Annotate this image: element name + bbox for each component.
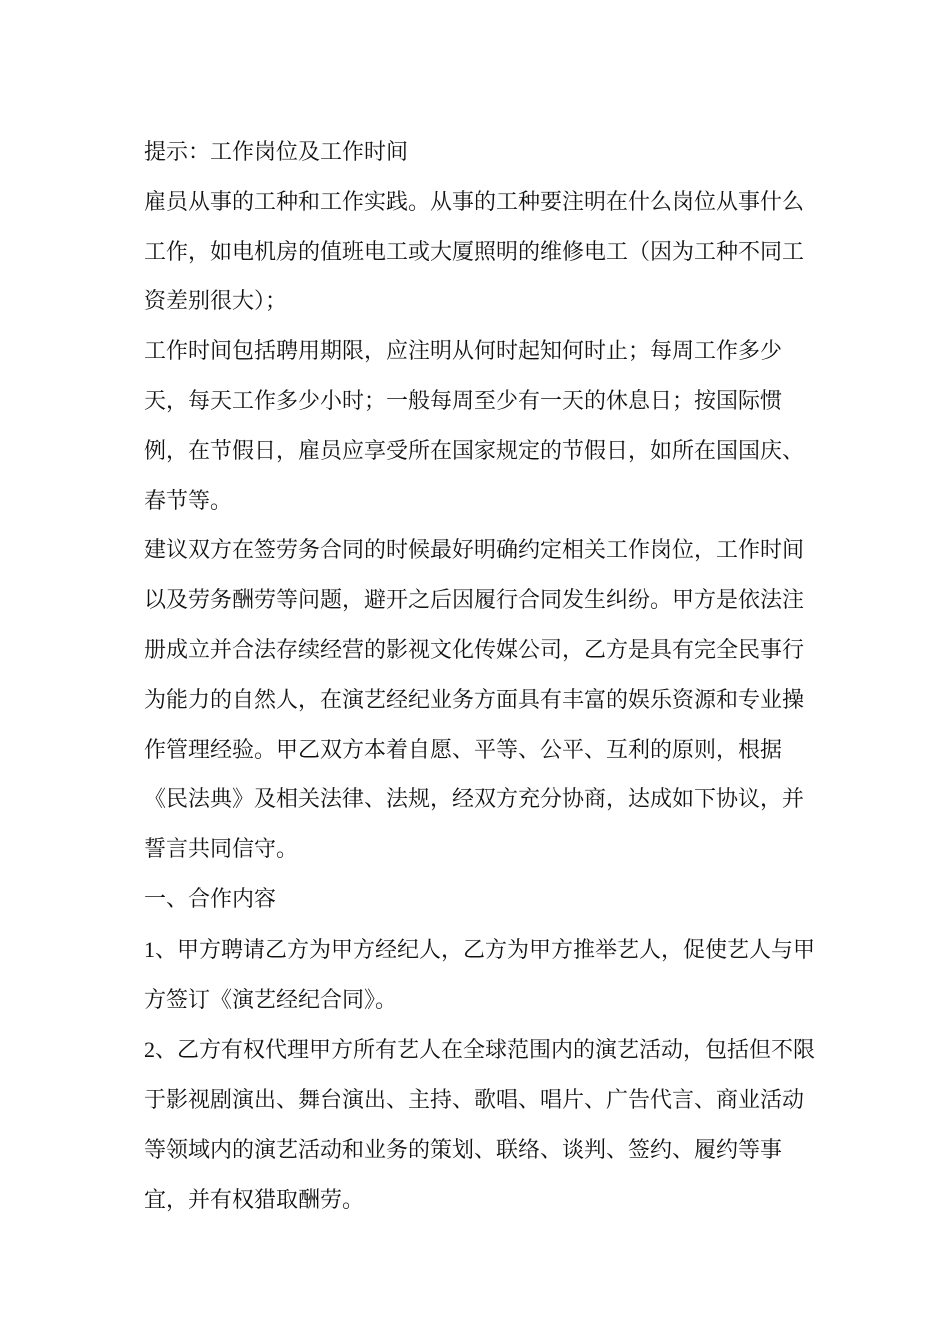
paragraph-work-time: 工作时间包括聘用期限，应注明从何时起知何时止；每周工作多少天，每天工作多少小时；一般每周至少有一天的休息日；按国际惯例，在节假日，雇员应享受所在国家规定的节假日，如所在国国庆、春节等。 [144, 339, 805, 514]
clause-1: 1、甲方聘请乙方为甲方经纪人，乙方为甲方推举艺人，促使艺人与甲方签订《演艺经纪合同》。 [144, 936, 816, 1013]
clause-2: 2、乙方有权代理甲方所有艺人在全球范围内的演艺活动，包括但不限于影视剧演出、舞台演出、主持、歌唱、唱片、广告代言、商业活动等领域内的演艺活动和业务的策划、联络、谈判、签约、履约等事宜，并有权猎取酬劳。 [144, 1037, 816, 1213]
section-heading-cooperation: 一、合作内容 [144, 886, 277, 912]
paragraph-job-type: 雇员从事的工种和工作实践。从事的工种要注明在什么岗位从事什么工作，如电机房的值班电工或大厦照明的维修电工（因为工种不同工资差别很大）； [144, 189, 805, 315]
document-body [144, 128, 824, 1226]
paragraph-suggestion: 建议双方在签劳务合同的时候最好明确约定相关工作岗位，工作时间以及劳务酬劳等问题，避开之后因履行合同发生纠纷。甲方是依法注册成立并合法存续经营的影视文化传媒公司，乙方是具有完全民事行为能力的自然人，在演艺经纪业务方面具有丰富的娱乐资源和专业操作管理经验。甲乙双方本着自愿、平等、公平、互利的原则，根据《民法典》及相关法律、法规，经双方充分协商，达成如下协议，并誓言共同信守。 [144, 538, 805, 863]
tip-heading: 提示：工作岗位及工作时间 [144, 140, 409, 165]
